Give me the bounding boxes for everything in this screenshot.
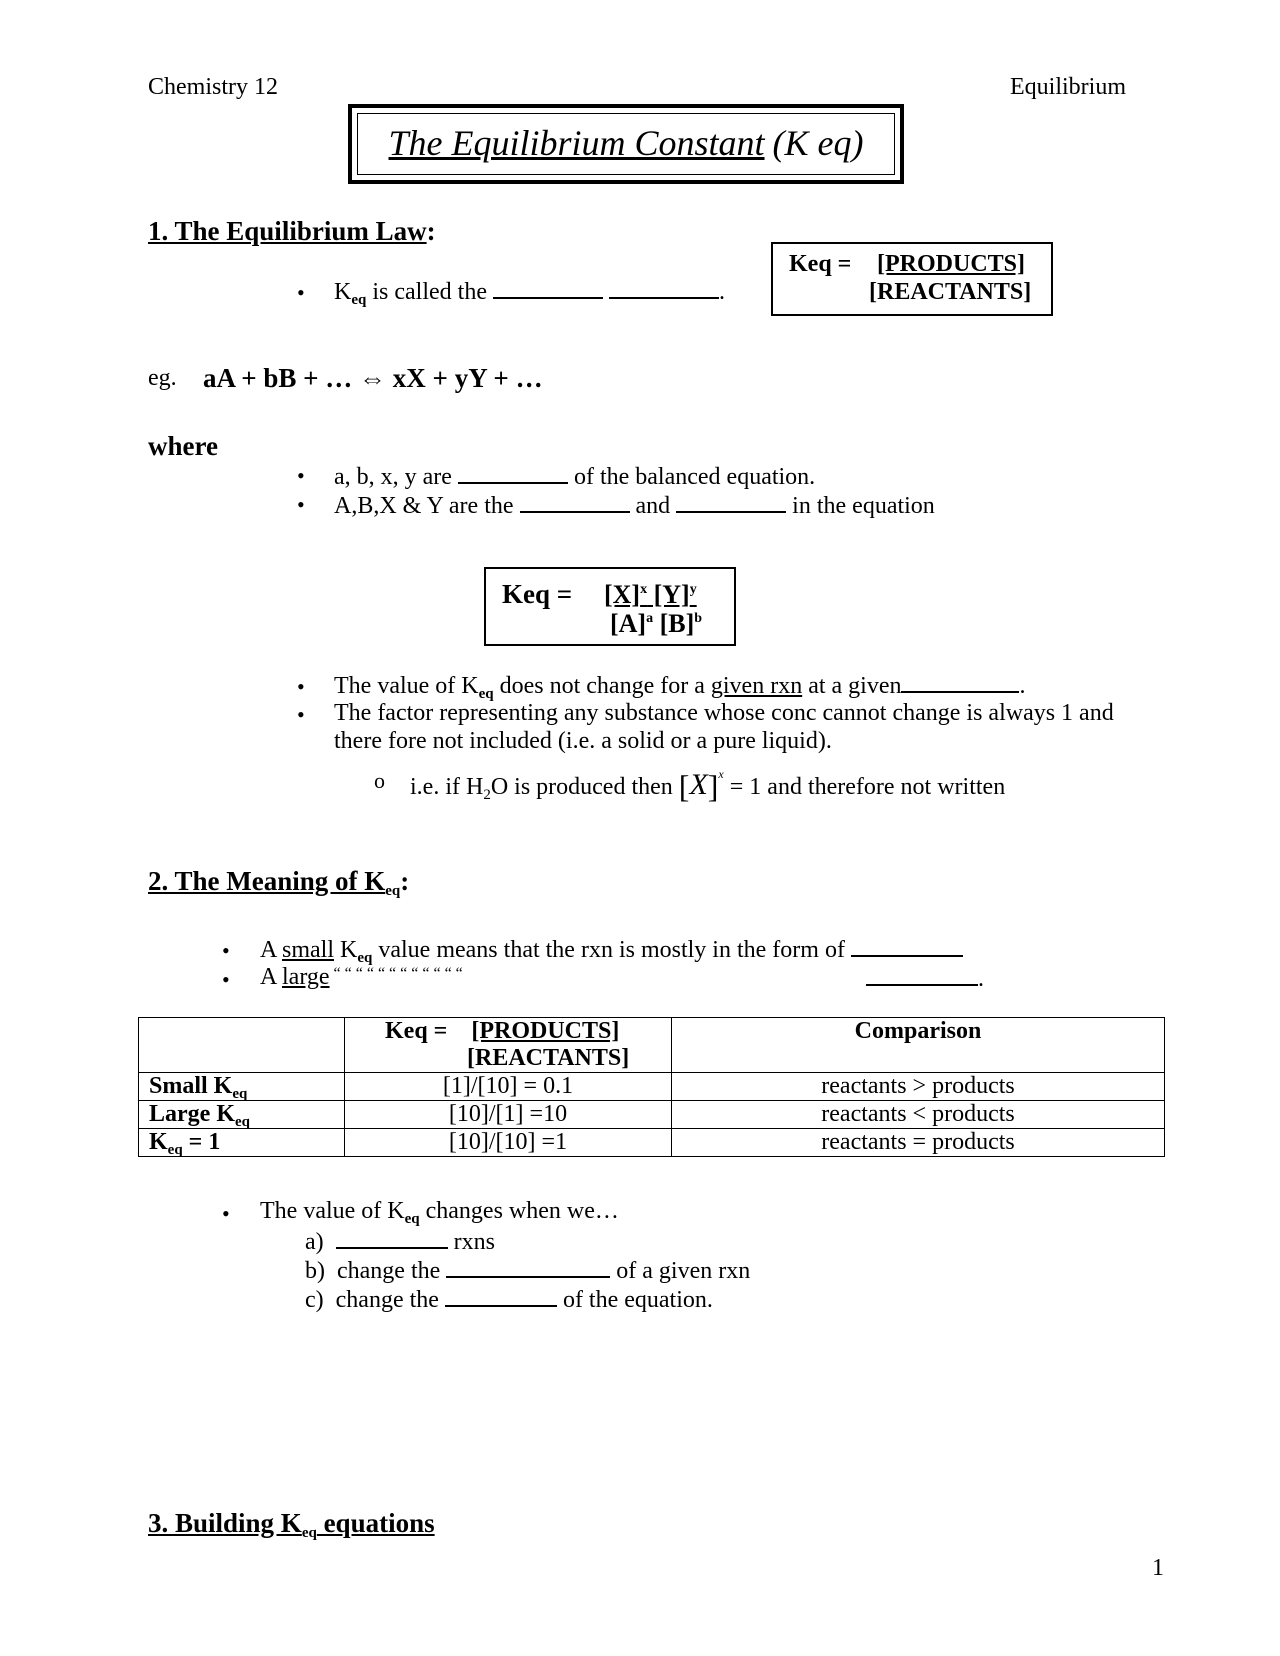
blank <box>676 491 786 513</box>
keq-called-line: $K_{eq}$ is called the . <box>334 279 725 308</box>
title-box <box>348 104 904 184</box>
row-keq: [1]/[10] = 0.1 <box>345 1073 672 1101</box>
bullet-dot: • <box>222 938 230 963</box>
bullet-dot: • <box>297 492 305 517</box>
keq-formula-numerator: [PRODUCTS] <box>877 251 1025 277</box>
row-comparison: reactants = products <box>672 1129 1165 1157</box>
row-comparison: reactants < products <box>672 1101 1165 1129</box>
keq-formula-box <box>771 242 1053 316</box>
row-keq: [10]/[1] =10 <box>345 1101 672 1129</box>
change-item-c: c) change the of the equation. <box>305 1287 713 1313</box>
sub-bullet: o <box>374 768 385 793</box>
table-header-empty <box>139 1018 345 1073</box>
table-row <box>139 1101 1165 1129</box>
page-title-suffix: (K eq) <box>772 123 864 163</box>
change-item-a: a) rxns <box>305 1229 495 1255</box>
factor-line-2: there fore not included (i.e. a solid or a pure liquid). <box>334 728 832 754</box>
blank <box>446 1256 610 1278</box>
course-label: Chemistry 12 <box>148 74 278 100</box>
blank <box>609 277 719 299</box>
keq-formula-denominator: [REACTANTS] <box>869 279 1032 305</box>
page-title: The Equilibrium Constant <box>388 123 765 163</box>
keq-expression-numerator: $[X]^x$ $[Y]^y$ <box>604 580 697 609</box>
section1-heading: 1. The Equilibrium Law: <box>148 216 436 246</box>
bullet-dot: • <box>297 463 305 488</box>
blank <box>458 462 568 484</box>
row-keq: [10]/[10] =1 <box>345 1129 672 1157</box>
table-row <box>139 1129 1165 1157</box>
blank <box>866 964 978 986</box>
bullet-dot: • <box>222 1201 230 1226</box>
bullet-dot: • <box>297 702 305 727</box>
blank <box>520 491 630 513</box>
change-item-b: b) change the of a given rxn <box>305 1258 751 1284</box>
general-equation: aA + bB + … ⇔ xX + yY + … <box>203 363 543 393</box>
bullet-dot: • <box>222 967 230 992</box>
keq-formula-label: Keq = <box>789 251 852 277</box>
bullet-dot: • <box>297 280 305 305</box>
unit-label: Equilibrium <box>1010 74 1126 100</box>
coefficients-line: a, b, x, y are of the balanced equation. <box>334 464 816 490</box>
section2-heading: 2. The Meaning of $K_{eq}$: <box>148 866 410 899</box>
small-keq-line: A small $K_{eq}$ value means that the rxn is mostly in the form of <box>260 935 963 964</box>
keq-expression-label: Keq = <box>502 579 573 609</box>
blank <box>493 277 603 299</box>
large-keq-line: A large “ “ “ “ “ “ “ “ “ “ “ “ <box>260 964 463 990</box>
page-number: 1 <box>1152 1555 1164 1581</box>
row-label: Small $K_{eq}$ <box>139 1073 345 1101</box>
section3-heading: 3. Building $K_{eq}$ equations <box>148 1508 435 1541</box>
table-header-comparison: Comparison <box>672 1018 1165 1073</box>
blank <box>851 935 963 957</box>
eg-label: eg. <box>148 365 177 391</box>
bullet-dot: • <box>297 674 305 699</box>
row-label: $K_{eq} = 1$ <box>139 1129 345 1157</box>
row-comparison: reactants > products <box>672 1073 1165 1101</box>
where-label: where <box>148 431 218 461</box>
keq-comparison-table <box>138 1017 1165 1157</box>
blank <box>901 671 1019 693</box>
large-keq-blank: . <box>866 964 984 993</box>
table-row <box>139 1073 1165 1101</box>
keq-expression-denominator: $[A]^a$ $[B]^b$ <box>610 609 703 638</box>
table-header-keq: Keq = [PRODUCTS] [REACTANTS] <box>345 1018 672 1073</box>
factor-line-1: The factor representing any substance whose conc cannot change is always 1 and <box>334 700 1114 726</box>
keq-constant-line: The value of $K_{eq}$ does not change for a given rxn at a given . <box>334 673 1026 702</box>
blank <box>336 1227 448 1249</box>
blank <box>445 1285 557 1307</box>
keq-expression-box <box>484 567 736 646</box>
row-label: Large $K_{eq}$ <box>139 1101 345 1129</box>
species-line: A,B,X & Y are the and in the equation <box>334 493 935 519</box>
table-header-row <box>139 1018 1165 1073</box>
keq-changes-line: The value of $K_{eq}$ changes when we… <box>260 1198 619 1227</box>
water-example-line: i.e. if $H_2O$ is produced then $[X]^x = 1$ and therefore not written <box>410 767 1006 804</box>
